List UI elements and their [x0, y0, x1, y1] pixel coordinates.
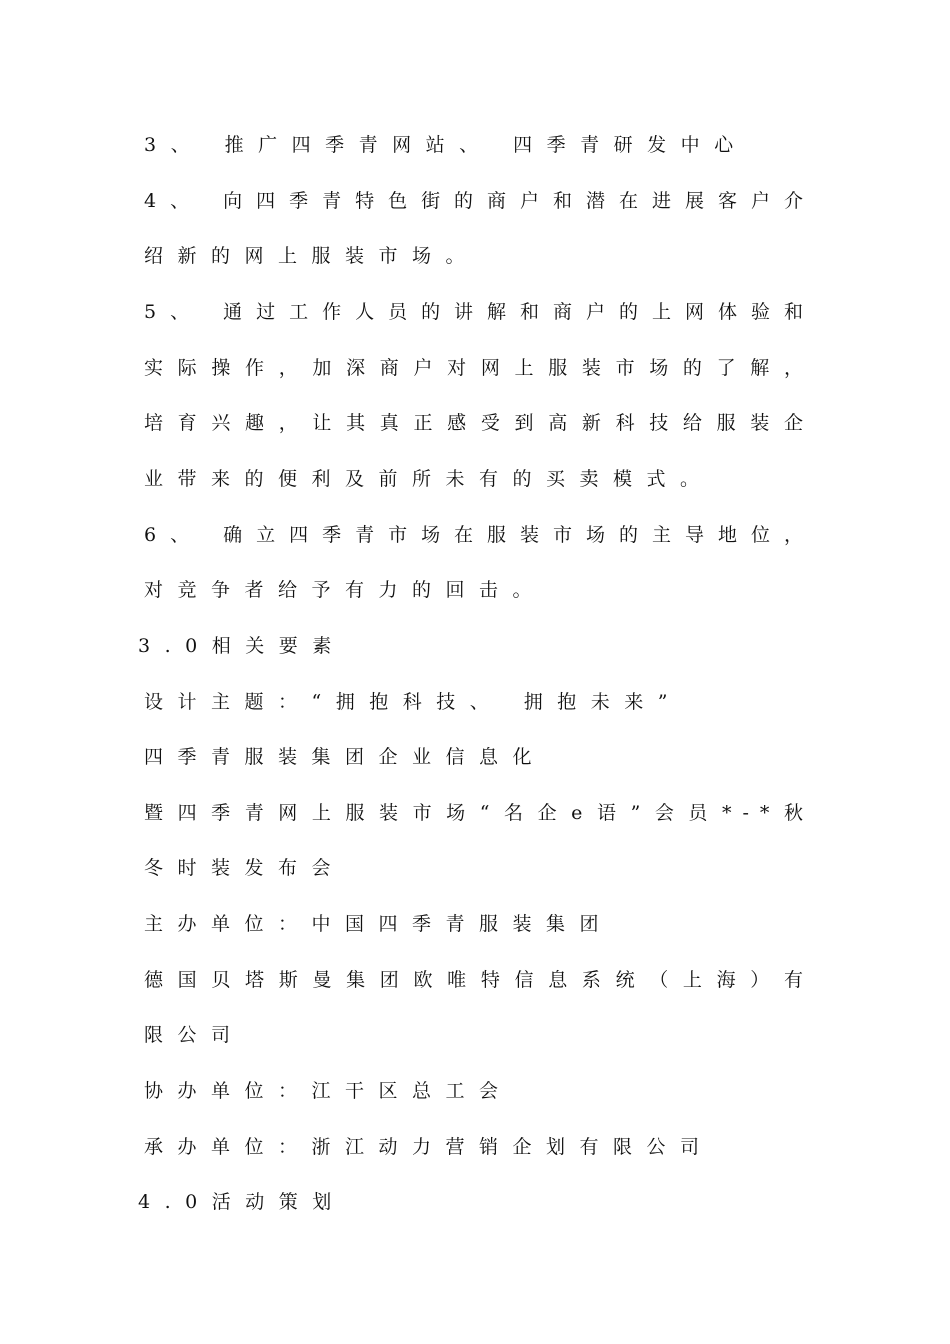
event-title-line-2: 暨四季青网上服装市场“名企e语”会员*-*秋	[144, 802, 814, 824]
organizer-line-2: 德国贝塔斯曼集团欧唯特信息系统（上海）有	[144, 969, 814, 991]
event-title-line-1: 四季青服装集团企业信息化	[144, 746, 547, 768]
list-item-3: 3、 推广四季青网站、 四季青研发中心	[144, 134, 748, 156]
organizer-line: 主办单位：中国四季青服装集团	[144, 913, 614, 935]
list-item-5-line-3: 培育兴趣，让其真正感受到高新科技给服装企	[144, 412, 814, 434]
list-item-4-line-1: 4、 向四季青特色街的商户和潜在进展客户介	[144, 190, 814, 212]
list-item-6-line-2: 对竞争者给予有力的回击。	[144, 579, 547, 601]
list-item-5-line-4: 业带来的便利及前所未有的买卖模式。	[144, 468, 714, 490]
event-title-line-3: 冬时装发布会	[144, 857, 346, 879]
design-theme-line: 设计主题：“拥抱科技、 拥抱未来”	[144, 691, 682, 713]
list-item-5-line-2: 实际操作，加深商户对网上服装市场的了解，	[144, 357, 814, 379]
list-item-5-line-1: 5、 通过工作人员的讲解和商户的上网体验和	[144, 301, 814, 323]
undertaker-line: 承办单位：浙江动力营销企划有限公司	[144, 1136, 714, 1158]
section-heading-3: 3.0相关要素	[138, 635, 346, 657]
co-organizer-line: 协办单位：江干区总工会	[144, 1080, 513, 1102]
section-heading-4: 4.0活动策划	[138, 1191, 346, 1213]
list-item-6-line-1: 6、 确立四季青市场在服装市场的主导地位，	[144, 524, 814, 546]
organizer-line-3: 限公司	[144, 1024, 245, 1046]
list-item-4-line-2: 绍新的网上服装市场。	[144, 245, 480, 267]
